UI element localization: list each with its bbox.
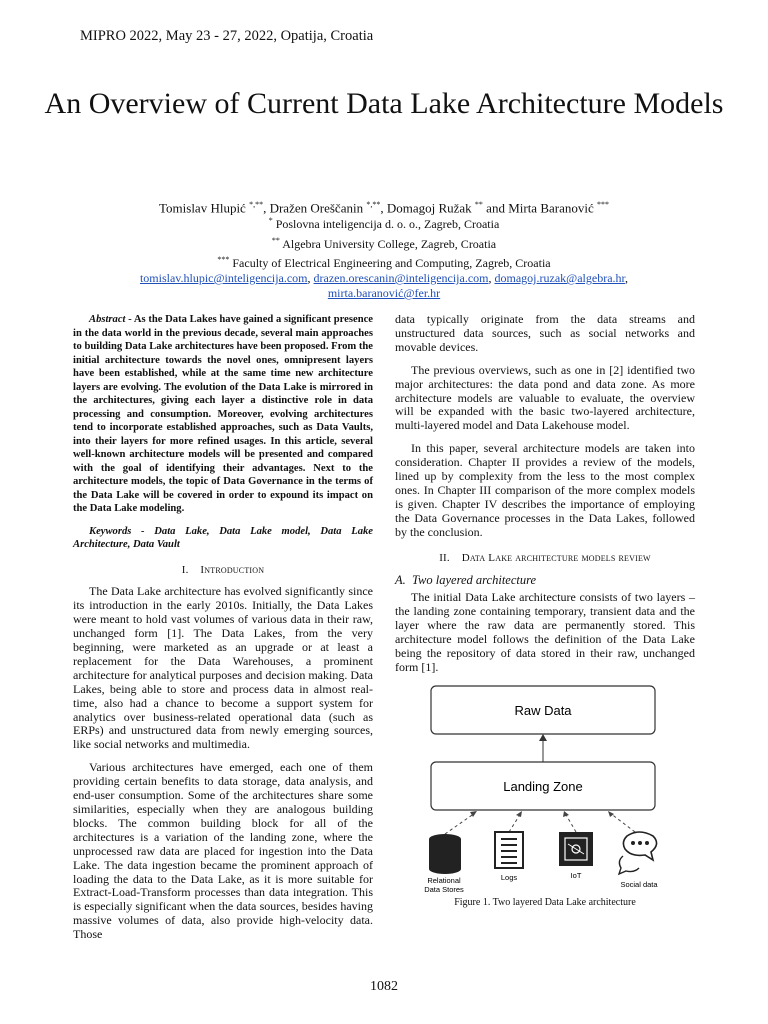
landing-zone-label: Landing Zone [503, 778, 583, 794]
body-paragraph: In this paper, several architecture models are taken into consideration. Chapter II provides a review of the models, lined up by complexity from the less to the most complex ones. In Chapter III comparison of the more complex models is given. Chapter IV describes the importance of employing the Data Governance processes in the Data Lakes, followed by the conclusion. [395, 441, 695, 539]
section-title: Data Lake architecture models review [461, 551, 651, 564]
abstract [73, 313, 373, 516]
section-heading [395, 552, 695, 566]
body-paragraph: The Data Lake architecture has evolved significantly since its introduction in the early 2010s. Initially, the Data Lakes were meant to hold vast volumes of various data in their raw, unchanged form [1]. The Data Lakes, from the very beginning, were marketed as an upgrade or at least a replacement for the Data Warehouses, a prominent architecture for analytical purposes and decision making. Data Lakes, being able to store and process data in almost real-time, also had a chance to become a support system for analytics over business-related operational data (such as ERPs) and unstructured data from newly emerging sources, like social networks and multimedia. [73, 584, 373, 752]
author-affil-mark: ** [474, 200, 483, 209]
source-label: Data Stores [424, 884, 464, 894]
affiliation-line [60, 233, 708, 253]
affil-text: Poslovna inteligencija d. o. o., Zagreb, Croatia [272, 217, 500, 231]
affil-mark: *** [217, 255, 230, 264]
section-title: Introduction [200, 563, 265, 576]
author-name: and Mirta Baranović [482, 200, 597, 216]
source-label: Social data [620, 879, 658, 889]
database-icon [429, 834, 461, 874]
affiliation-line [60, 213, 708, 233]
affil-mark: ** [271, 235, 280, 245]
keywords: Keywords - Data Lake, Data Lake model, Data Lake Architecture, Data Vault [73, 525, 373, 550]
dashed-arrow-heads [470, 811, 614, 817]
author-affil-mark: *,** [366, 200, 381, 209]
iot-icon [559, 832, 593, 866]
body-paragraph: Various architectures have emerged, each one of them providing certain benefits to data storage, data analysis, and end-user consumption. Some of the architectures share some similarities, especially when they are analogous building blocks. The common building block for all of the architectures is a variation of the landing zone, where the unprocessed raw data are placed for ingestion into the Data Lake. The data ingestion became the prominent approach of loading the data to the Data Lake, as it is more suitable for Extract-Load-Transform processes than data integration. This is especially significant when the data sources, besides having massive volumes of data, also provide high-velocity data. Those [73, 760, 373, 942]
figure-1 [395, 684, 695, 906]
subsection-heading [395, 574, 695, 588]
affiliation-line [60, 252, 708, 272]
author-affil-mark: *,** [249, 200, 264, 209]
figure-caption: Figure 1. Two layered Data Lake architecture [454, 896, 636, 908]
raw-data-label: Raw Data [514, 702, 572, 718]
affiliations [60, 213, 708, 272]
body-paragraph: data typically originate from the data streams and unstructured data sources, such as social networks and movable devices. [395, 312, 695, 354]
email-link[interactable]: mirta.baranović@fer.hr [327, 286, 441, 300]
affil-text: Algebra University College, Zagreb, Croatia [279, 236, 497, 251]
subsection-label: A. [395, 572, 406, 587]
affil-text: Faculty of Electrical Engineering and Computing, Zagreb, Croatia [229, 256, 551, 270]
abstract-label: Abstract - [89, 314, 132, 325]
left-column [73, 313, 373, 951]
section-heading [73, 564, 373, 578]
page-number: 1082 [370, 979, 398, 994]
conference-header: MIPRO 2022, May 23 - 27, 2022, Opatija, Croatia [80, 28, 374, 44]
author-name: , Domagoj Ružak [380, 200, 475, 216]
right-column [395, 313, 695, 906]
email-link[interactable]: tomislav.hlupic@inteligencija.com [139, 271, 308, 285]
email-link[interactable]: drazen.orescanin@inteligencija.com [313, 271, 489, 285]
abstract-text: As the Data Lakes have gained a significant presence in the data world in the previous decade, several main approaches to building Data Lake architectures have been proposed. From the initial architecture towards the novel ones, omnipresent layers have been established, while at the same time new architecture layers are evolving. The evolution of the Data Lake is mirrored in the architectures, giving each layer a distinctive role in data processing and consumption. Moreover, evolving architectures tend to incorporate established approaches, such as Data Vaults, into their layers for more refined usages. In this article, several well-known architecture models will be presented and compared with the goal of identifying their advantages. Next to the architecture models, the topic of Data Governance in the terms of the Data Lake will be covered in order to expound its impact on the Data Lake modeling. [73, 314, 374, 514]
arrow-head [539, 734, 547, 741]
section-number: I. [181, 563, 189, 576]
author-name: Tomislav Hlupić [159, 200, 250, 216]
affil-mark: * [268, 216, 273, 225]
body-paragraph: The initial Data Lake architecture consists of two layers – the landing zone containing temporary, transient data and the layer where the raw data are permanently stored. This architecture model follows the definition of the Data Lake being the repository of data stored in their raw, unchanged form [1]. [395, 590, 695, 674]
email-list: tomislav.hlupic@inteligencija.com, drazen.orescanin@inteligencija.com, domagoj.ruzak@algebra.hr, mirta.baranović@fer.hr [139, 271, 629, 300]
paper-title: An Overview of Current Data Lake Architecture Models [44, 87, 724, 120]
email-link[interactable]: domagoj.ruzak@algebra.hr [494, 271, 626, 285]
body-paragraph: The previous overviews, such as one in [2] identified two major architectures: the data pond and data zone. As more architecture models are valuable to evaluate, the overview will be expanded with the basic two-layered architecture, multi-layered model and Data Lakehouse model. [395, 362, 695, 433]
source-label: Relational [427, 875, 461, 885]
source-label: Logs [500, 872, 518, 882]
author-affil-mark: *** [597, 200, 609, 209]
architecture-diagram [395, 684, 695, 894]
source-label: IoT [570, 870, 582, 880]
author-name: , Dražen Oreščanin [263, 200, 367, 216]
social-icon [619, 832, 657, 874]
section-number: II. [439, 551, 450, 564]
logs-icon [495, 832, 523, 868]
subsection-title: Two layered architecture [412, 572, 537, 587]
